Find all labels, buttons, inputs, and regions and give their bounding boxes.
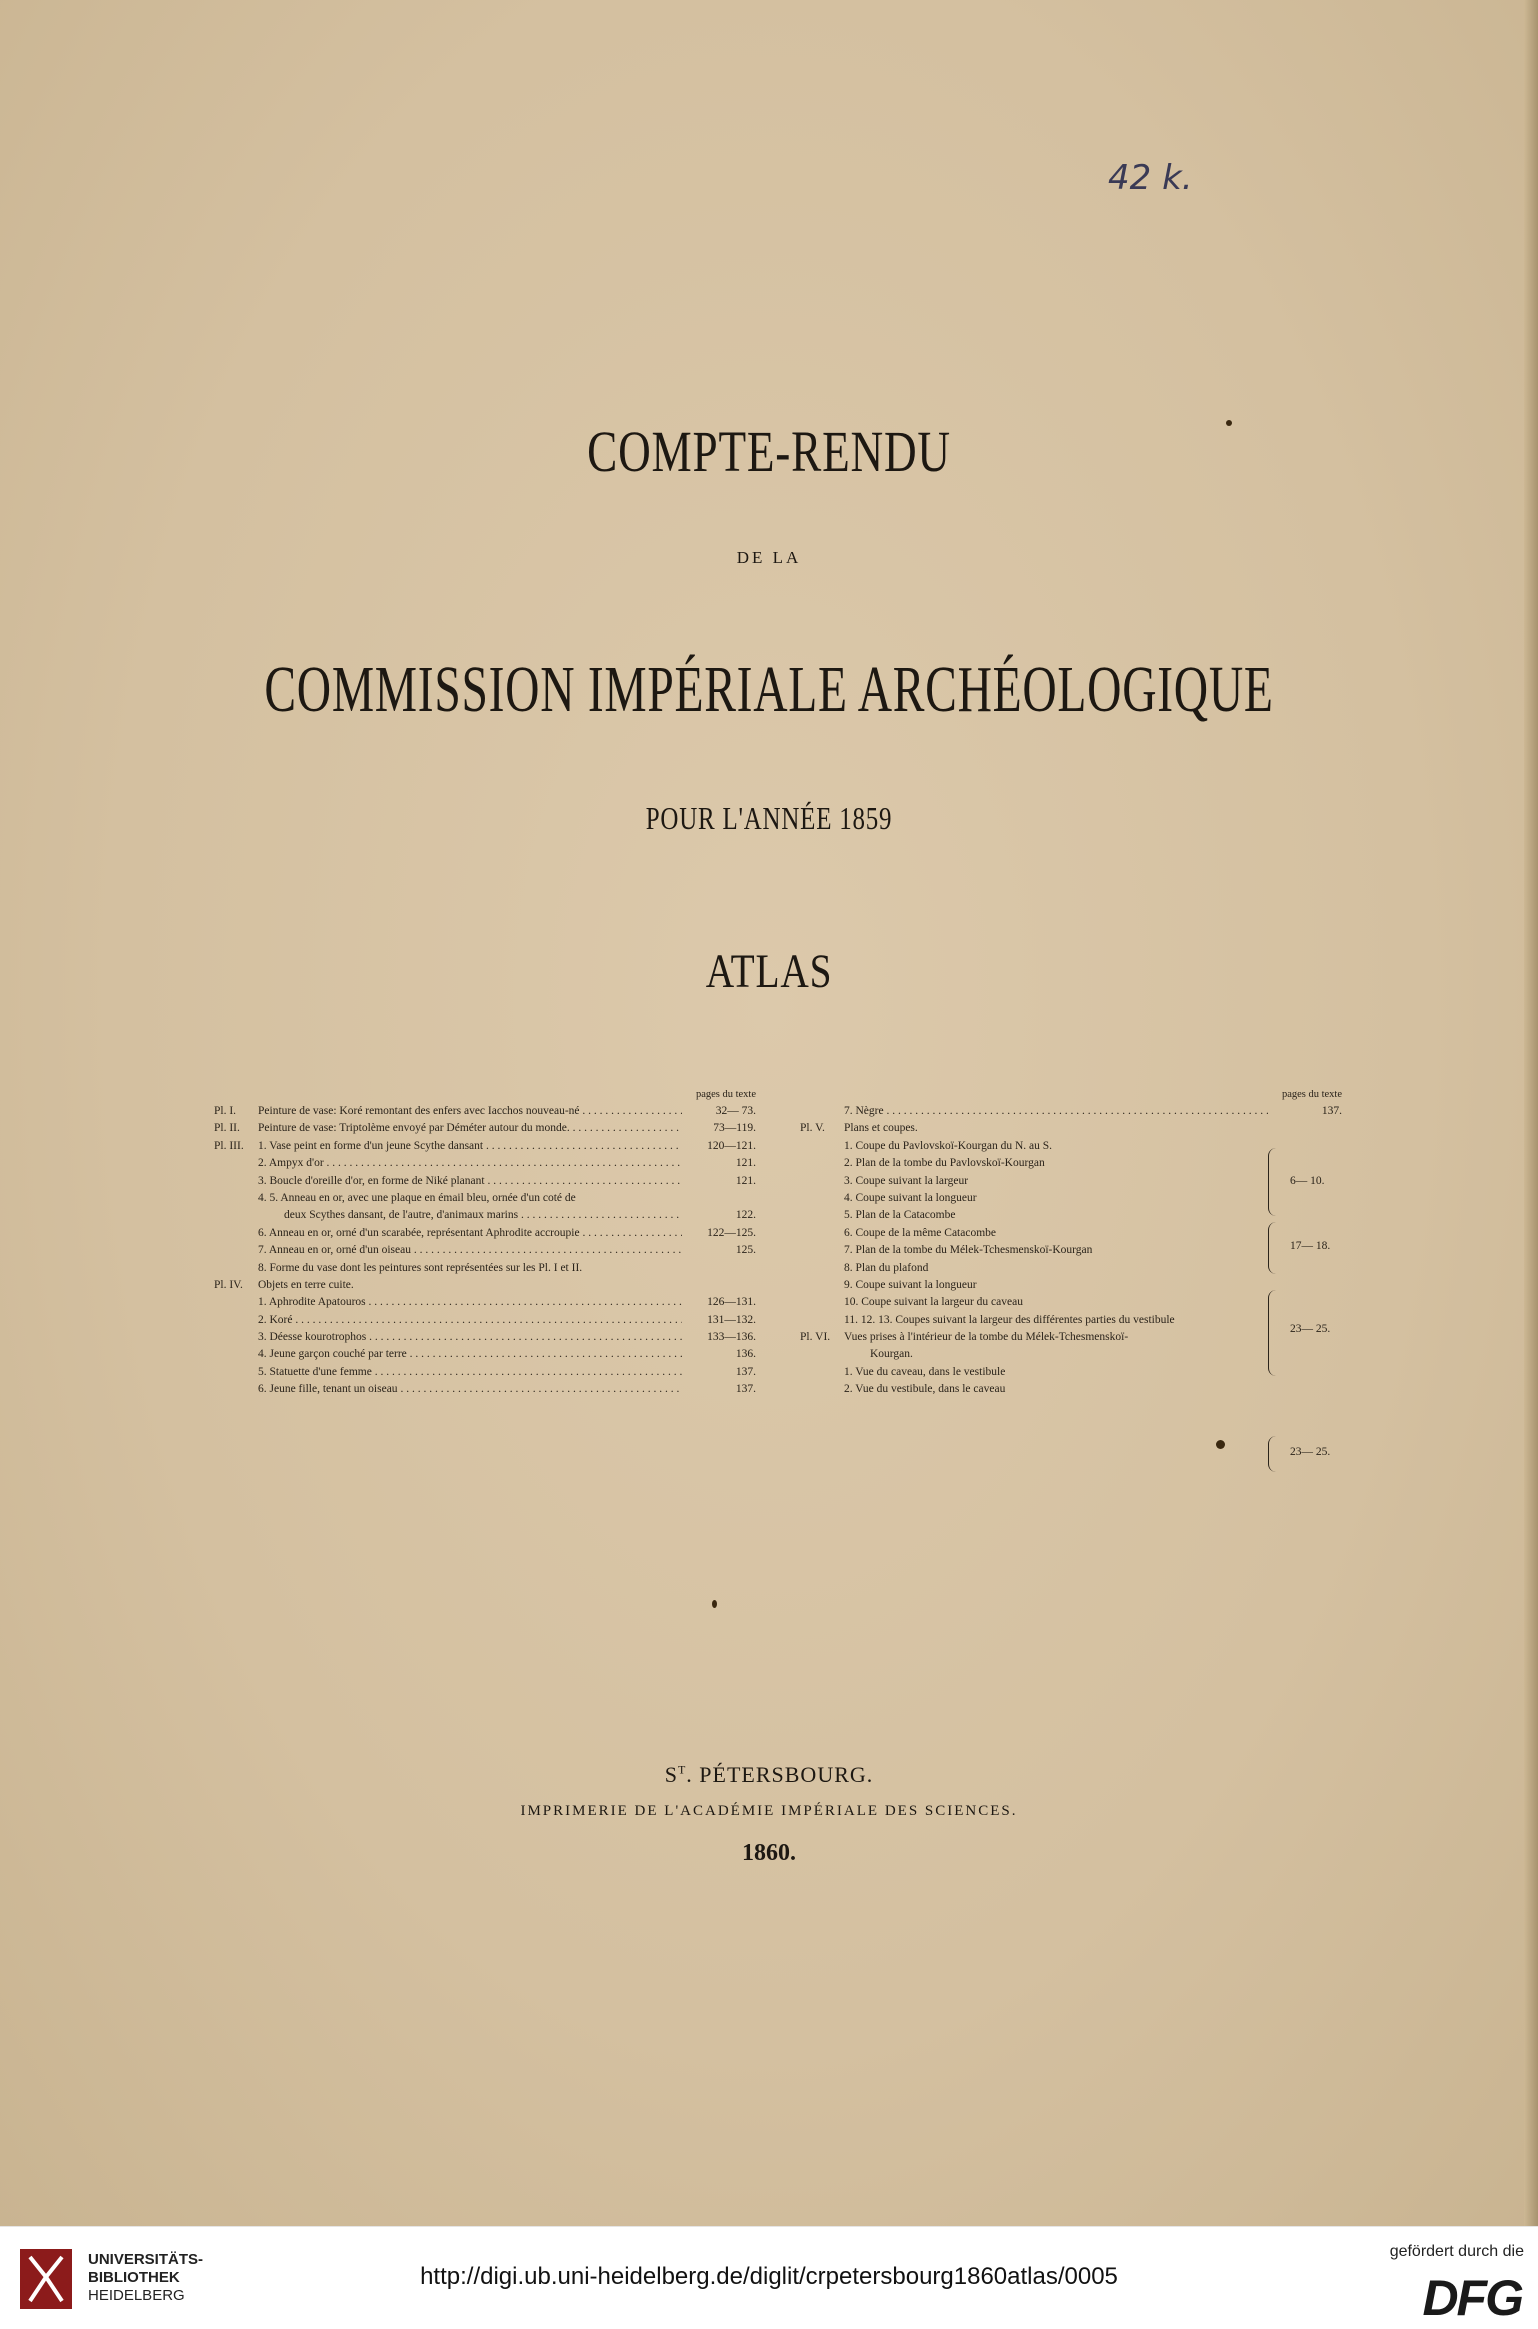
toc-entry [800,1225,1348,1242]
entry-text: Kourgan. [870,1348,913,1361]
entry-pages: 122. [735,1209,756,1222]
plate-number [214,1346,258,1363]
entry-text: 1. Vase peint en forme d'un jeune Scythe dansant . . . [258,1138,682,1155]
entry-text: 4. Coupe suivant la longueur [844,1191,977,1204]
entry-pages: 122—125. [707,1226,756,1239]
plate-number [214,1173,258,1190]
entry-text: 2. Koré . . . [258,1312,682,1329]
entry-text: 7. Plan de la tombe du Mélek-Tchesmenskoï-Kourgan [844,1244,1093,1257]
entry-pages: 133—136. [707,1331,756,1344]
plate-number [800,1155,844,1172]
entry-pages [1268,1277,1348,1294]
plate-number [800,1242,844,1259]
plate-number [214,1242,258,1259]
entry-text: Peinture de vase: Koré remontant des enfers avec Iacchos nouveau-né . . . [258,1103,682,1120]
entry-pages [1268,1346,1348,1363]
brace-pages-4: 23— 25. [1290,1446,1331,1458]
plate-number [214,1260,258,1277]
entry-pages: 126—131. [707,1296,756,1309]
entry-text: 8. Plan du plafond [844,1261,929,1274]
toc-entry [214,1155,762,1172]
toc-entry [800,1207,1348,1224]
toc-entry [800,1364,1348,1381]
plate-number: Pl. V. [800,1122,825,1135]
entry-text: 8. Forme du vase dont les peintures sont représentées sur les Pl. I et II. [258,1261,583,1274]
brace-pages-3: 23— 25. [1290,1323,1331,1335]
plate-number [800,1346,844,1363]
entry-pages: 121. [735,1174,756,1187]
toc-entry [214,1260,762,1277]
entry-text: 3. Déesse kourotrophos . . . [258,1329,682,1346]
title-atlas: ATLAS [705,945,833,998]
plate-number [800,1103,844,1120]
entry-text: 1. Vue du caveau, dans le vestibule [844,1365,1006,1378]
plate-number [800,1277,844,1294]
plate-number [800,1207,844,1224]
toc-entry [214,1364,762,1381]
entry-pages: 137. [735,1365,756,1378]
entry-pages: 121. [735,1157,756,1170]
plate-number [800,1381,844,1398]
handwritten-shelfmark: 42 k. [1108,158,1193,198]
pages-header: pages du texte [1281,1089,1342,1100]
plate-number [800,1260,844,1277]
imprint-year: 1860. [742,1840,796,1866]
entry-text: 6. Jeune fille, tenant un oiseau . . . [258,1381,682,1398]
brace-group-4 [1268,1436,1277,1472]
entry-text: 3. Boucle d'oreille d'or, en forme de Niké planant . . . [258,1173,682,1190]
entry-text: 1. Coupe du Pavlovskoï-Kourgan du N. au S. [844,1139,1053,1152]
entry-pages [682,1190,762,1207]
brace-group-2 [1268,1222,1277,1274]
plate-number [800,1173,844,1190]
entry-text: deux Scythes dansant, de l'autre, d'animaux marins . . . [258,1207,682,1224]
entry-text: Objets en terre cuite. [258,1278,354,1291]
entry-text: 2. Plan de la tombe du Pavlovskoï-Kourgan [844,1157,1045,1170]
entry-pages [1268,1207,1348,1224]
toc-entry [214,1225,762,1242]
plate-number: Pl. VI. [800,1331,831,1344]
entry-pages: 136. [735,1348,756,1361]
foxing-spot [1226,420,1232,426]
foxing-spot [712,1600,717,1608]
toc-entry [800,1173,1348,1190]
plate-number: Pl. II. [214,1122,240,1135]
toc-entry [800,1138,1348,1155]
entry-text: 6. Anneau en or, orné d'un scarabée, représentant Aphrodite accroupie . . . [258,1225,682,1242]
toc-entry [800,1277,1348,1294]
permalink[interactable]: http://digi.ub.uni-heidelberg.de/diglit/crpetersbourg1860atlas/0005 [420,2263,1118,2290]
entry-text: 5. Statuette d'une femme . . . [258,1364,682,1381]
entry-text: 10. Coupe suivant la largeur du caveau [844,1296,1023,1309]
toc-entry [214,1346,762,1363]
entry-pages [1268,1364,1348,1381]
entry-text: Peinture de vase: Triptolème envoyé par Déméter autour du monde. . . . [258,1120,682,1137]
toc-entry [800,1294,1348,1311]
plate-number [214,1207,258,1224]
toc-entry [214,1103,762,1120]
entry-text: 3. Coupe suivant la largeur [844,1174,969,1187]
entry-pages: 125. [735,1244,756,1257]
toc-left-column [214,1086,762,1399]
entry-text: 4. Jeune garçon couché par terre . . . [258,1346,682,1363]
entry-text: 6. Coupe de la même Catacombe [844,1226,997,1239]
brace-group-1 [1268,1148,1277,1216]
toc-right-column [800,1086,1348,1399]
toc-entry [214,1277,762,1294]
entry-pages: 32— 73. [715,1105,756,1117]
toc-entry [800,1190,1348,1207]
entry-text: 2. Vue du vestibule, dans le caveau [844,1383,1006,1396]
entry-text: Vues prises à l'intérieur de la tombe du Mélek-Tchesmenskoï- [844,1331,1129,1344]
toc-entry [214,1190,762,1207]
toc-entry [214,1207,762,1224]
entry-pages [682,1277,762,1294]
toc-entry [214,1294,762,1311]
entry-pages: 120—121. [707,1139,756,1152]
plate-number [800,1294,844,1311]
toc-entry [800,1155,1348,1172]
plate-number [800,1138,844,1155]
toc-entry [214,1173,762,1190]
plate-number: Pl. III. [214,1139,244,1152]
entry-text: 4. 5. Anneau en or, avec une plaque en émail bleu, ornée d'un coté de [258,1191,576,1204]
entry-pages [1268,1260,1348,1277]
entry-text: 7. Nègre . . . [844,1103,1268,1120]
entry-pages: 137. [735,1383,756,1396]
toc-entry [800,1329,1348,1346]
entry-pages: 131—132. [707,1313,756,1326]
plate-number [214,1329,258,1346]
brace-pages-1: 6— 10. [1290,1175,1325,1187]
toc-entry [214,1312,762,1329]
toc-entry [214,1120,762,1137]
entry-text: 2. Ampyx d'or . . . [258,1155,682,1172]
toc-entry [800,1242,1348,1259]
entry-pages [1268,1190,1348,1207]
brace-pages-2: 17— 18. [1290,1240,1331,1252]
toc-entry [214,1329,762,1346]
toc-entry [800,1120,1348,1137]
plate-number [214,1312,258,1329]
plate-number [800,1225,844,1242]
plate-number [800,1190,844,1207]
toc-entry [214,1381,762,1398]
entry-pages [1268,1381,1348,1398]
viewer-footer [0,2226,1538,2329]
page-edge [1524,0,1538,2226]
title-commission: COMMISSION IMPÉRIALE ARCHÉOLOGIQUE [264,653,1274,726]
toc-entry [214,1138,762,1155]
toc-entry [800,1346,1348,1363]
plate-number [800,1364,844,1381]
dfg-logo: DFG [1422,2270,1522,2326]
entry-pages [1268,1155,1348,1172]
plate-number [214,1294,258,1311]
pages-header: pages du texte [695,1089,756,1100]
title-compte-rendu: COMPTE-RENDU [587,419,951,484]
toc-entry [800,1381,1348,1398]
entry-text: 11. 12. 13. Coupes suivant la largeur des différentes parties du vestibule [844,1313,1175,1326]
entry-text: Plans et coupes. [844,1122,918,1135]
funded-by-caption: gefördert durch die [1389,2243,1524,2260]
entry-text: 1. Aphrodite Apatouros . . . [258,1294,682,1311]
toc-entry [800,1103,1348,1120]
plate-number [800,1312,844,1329]
toc-entry [800,1260,1348,1277]
plate-number [214,1381,258,1398]
plate-number [214,1190,258,1207]
library-line-2: BIBLIOTHEK [88,2269,180,2286]
entry-text: 5. Plan de la Catacombe [844,1209,956,1222]
plate-number: Pl. IV. [214,1278,243,1291]
title-year: POUR L'ANNÉE 1859 [645,800,893,836]
plate-number [214,1364,258,1381]
entry-pages: 137. [1321,1105,1342,1117]
library-line-3: HEIDELBERG [88,2287,185,2304]
toc-entry [800,1312,1348,1329]
plate-number: Pl. I. [214,1105,237,1117]
entry-pages: 73—119. [713,1122,756,1135]
foxing-spot [1216,1440,1225,1449]
plate-number [214,1225,258,1242]
imprint-city: $S^T$. PÉTERSBOURG. [664,1762,874,1787]
title-de-la: DE LA [736,548,802,567]
entry-pages [1268,1294,1348,1311]
entry-pages [1268,1120,1348,1137]
imprint-printer: IMPRIMERIE DE L'ACADÉMIE IMPÉRIALE DES SCIENCES. [520,1803,1018,1819]
brace-group-3 [1268,1290,1277,1376]
entry-pages [682,1260,762,1277]
plate-number [214,1155,258,1172]
toc-entry [214,1242,762,1259]
entry-pages [1268,1138,1348,1155]
entry-text: 9. Coupe suivant la longueur [844,1278,977,1291]
entry-text: 7. Anneau en or, orné d'un oiseau . . . [258,1242,682,1259]
library-line-1: UNIVERSITÄTS- [88,2251,204,2268]
